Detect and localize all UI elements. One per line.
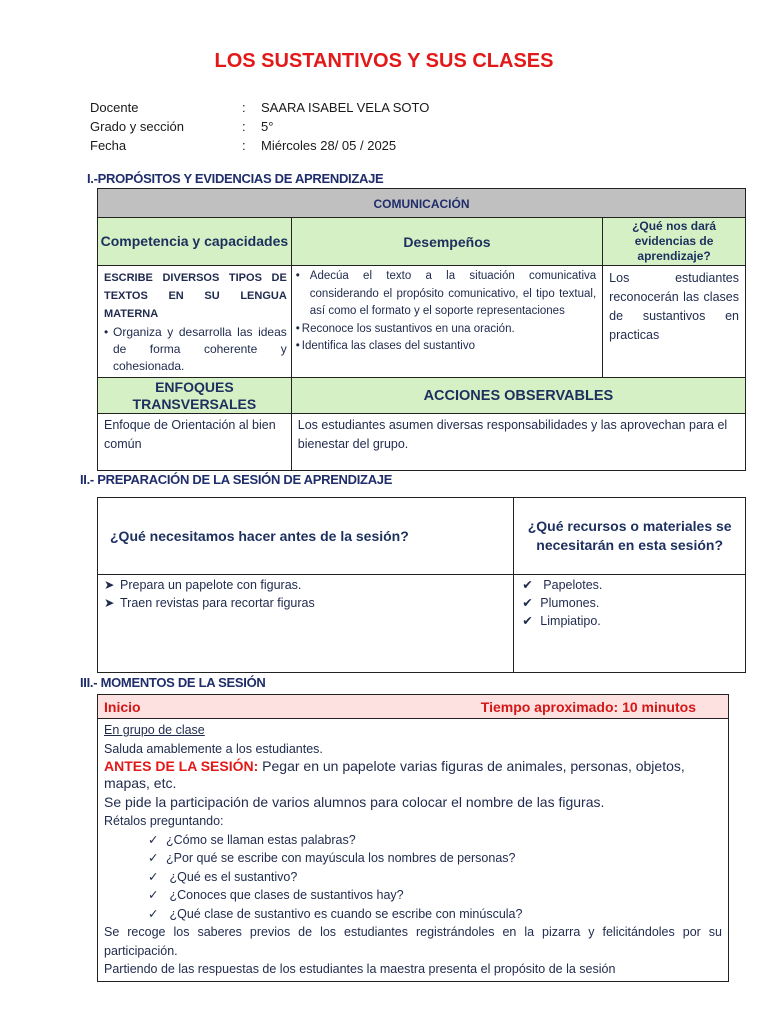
capacidad-list	[104, 324, 287, 375]
check-icon: ✓	[148, 869, 159, 884]
list-item: • Adecúa el texto a la situación comunicativa considerando el propósito comunicativo, el tipo textual, así como el formato y el soporte representaciones	[296, 268, 596, 321]
list-item: ✓ ¿Qué clase de sustantivo es cuando se escribe con minúscula?	[148, 905, 722, 924]
meta-row-grado	[90, 117, 429, 136]
preparacion-table	[97, 497, 746, 673]
meta-row-fecha	[90, 136, 429, 155]
list-item: ✔ Papelotes.	[522, 578, 603, 592]
meta-row-docente	[90, 98, 429, 117]
list-item: ✓ ¿Por qué se escribe con mayúscula los nombres de personas?	[148, 849, 722, 868]
antes-cell	[98, 575, 514, 673]
header-info	[90, 98, 429, 155]
list-item: ➤ Prepara un papelote con figuras.	[104, 578, 302, 592]
desempenos-cell	[291, 266, 602, 378]
desempenos-list	[296, 268, 596, 356]
meta-value: Miércoles 28/ 05 / 2025	[261, 138, 397, 153]
antes-sesion-text: Pegar en un papelote varias figuras de animales, personas, objetos, mapas, etc.	[104, 758, 685, 791]
check-icon: ✓	[148, 832, 159, 847]
grupo-text: En grupo de clase	[104, 723, 205, 737]
enfoque-cell: Enfoque de Orientación al bien común	[98, 414, 292, 471]
arrow-bullet-icon: ➤	[104, 596, 115, 610]
meta-value: 5°	[261, 119, 274, 134]
col-header-antes: ¿Qué necesitamos hacer antes de la sesión?	[98, 498, 514, 575]
tiempo-label: Tiempo aproximado: 10 minutos	[480, 698, 696, 715]
preguntas-list	[104, 831, 722, 924]
recoge-text: Se recoge los saberes previos de los estudiantes registrándoles en la pizarra y felicitándoles por su participación.	[104, 925, 722, 958]
inicio-label: Inicio	[104, 698, 141, 715]
antes-sesion-label: ANTES DE LA SESIÓN:	[104, 758, 259, 774]
area-header: COMUNICACIÓN	[98, 189, 746, 218]
participacion-text: Se pide la participación de varios alumnos para colocar el nombre de las figuras.	[104, 794, 605, 810]
inicio-header	[98, 695, 729, 719]
recursos-cell	[514, 575, 746, 673]
section-heading-3: III.- MOMENTOS DE LA SESIÓN	[80, 675, 266, 690]
list-item: • Identifica las clases del sustantivo	[296, 338, 596, 356]
partiendo-text: Partiendo de las respuestas de los estudiantes la maestra presenta el propósito de la sesión	[104, 962, 616, 976]
list-item: ✓ ¿Cómo se llaman estas palabras?	[148, 831, 722, 850]
meta-sep: :	[242, 138, 246, 153]
accion-cell: Los estudiantes asumen diversas responsabilidades y las aprovechan para el bienestar del grupo.	[291, 414, 745, 471]
competencia-text: ESCRIBE DIVERSOS TIPOS DE TEXTOS EN SU LENGUA MATERNA	[104, 272, 287, 320]
meta-key: Grado y sección	[90, 119, 184, 134]
col-header-competencia: Competencia y capacidades	[98, 218, 292, 266]
competencia-cell	[98, 266, 292, 378]
meta-sep: :	[242, 100, 246, 115]
section-heading-2: II.- PREPARACIÓN DE LA SESIÓN DE APRENDIZAJE	[80, 472, 393, 487]
momentos-table	[97, 694, 729, 982]
inicio-body	[98, 719, 729, 982]
antes-sesion-paragraph	[104, 758, 722, 792]
propositos-table	[97, 188, 746, 471]
list-item: ✔ Plumones.	[522, 596, 600, 610]
acciones-header: ACCIONES OBSERVABLES	[291, 378, 745, 414]
page-title: LOS SUSTANTIVOS Y SUS CLASES	[214, 50, 554, 72]
check-icon: ✔	[522, 578, 533, 592]
col-header-recursos: ¿Qué recursos o materiales se necesitarán en esta sesión?	[514, 498, 746, 575]
check-icon: ✔	[522, 596, 533, 610]
list-item: ✓ ¿Conoces que clases de sustantivos hay?	[148, 886, 722, 905]
col-header-evidencias: ¿Qué nos dará evidencias de aprendizaje?	[603, 218, 746, 266]
section-heading-1: I.-PROPÓSITOS Y EVIDENCIAS DE APRENDIZAJE	[87, 171, 384, 186]
check-icon: ✓	[148, 851, 159, 865]
meta-sep: :	[242, 119, 246, 134]
check-icon: ✔	[522, 614, 533, 628]
list-item: • Organiza y desarrolla las ideas de forma coherente y cohesionada.	[104, 324, 287, 375]
meta-key: Docente	[90, 100, 139, 115]
list-item: ✔ Limpiatipo.	[522, 614, 601, 628]
check-icon: ✓	[148, 888, 159, 902]
evidencia-cell: Los estudiantes reconocerán las clases de sustantivos en practicas	[603, 266, 746, 378]
arrow-bullet-icon: ➤	[104, 578, 115, 592]
list-item: ➤ Traen revistas para recortar figuras	[104, 596, 315, 610]
check-icon: ✓	[148, 906, 159, 921]
col-header-desempenos: Desempeños	[291, 218, 602, 266]
retalos-text: Rétalos preguntando:	[104, 814, 224, 828]
meta-key: Fecha	[90, 138, 127, 153]
enfoques-header: ENFOQUES TRANSVERSALES	[98, 378, 292, 414]
meta-value: SAARA ISABEL VELA SOTO	[261, 100, 430, 115]
list-item: ✓ ¿Qué es el sustantivo?	[148, 868, 722, 887]
saluda-text: Saluda amablemente a los estudiantes.	[104, 741, 323, 756]
list-item: • Reconoce los sustantivos en una oración.	[296, 321, 596, 339]
